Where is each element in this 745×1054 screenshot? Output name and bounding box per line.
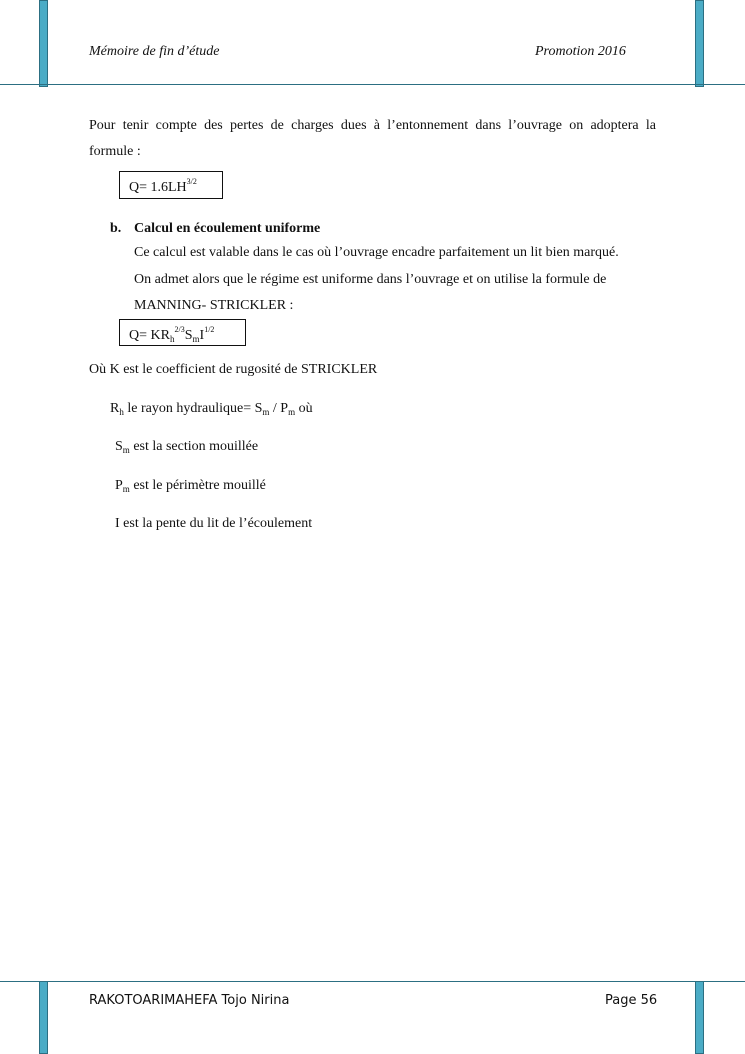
definition-pm: $P_m$ est le périmètre mouillé [115, 478, 266, 494]
formula-2: $Q= KR_h^{2/3}S_mI^{1/2}$ [129, 325, 215, 344]
definition-i: I est la pente du lit de l’écoulement [115, 516, 313, 531]
definition-k: Où K est le coefficient de rugosité de STRICKLER [89, 362, 378, 377]
section-b-title: Calcul en écoulement uniforme [134, 221, 321, 236]
section-b-line-2: On admet alors que le régime est uniforme dans l’ouvrage et on utilise la formule de [134, 272, 607, 287]
header-promotion: Promotion 2016 [535, 44, 626, 59]
definition-sm: $S_m$ est la section mouillée [115, 439, 259, 455]
intro-line-2: formule : [89, 144, 141, 159]
footer-page-number: Page 56 [605, 993, 658, 1008]
header-rule [0, 84, 745, 85]
definition-rh: $R_h$ le rayon hydraulique= $S_m / P_m$ où [110, 401, 313, 417]
header-title: Mémoire de fin d’étude [89, 44, 220, 59]
formula-box-1 [119, 171, 223, 199]
formula-1 [129, 177, 197, 196]
formula-1-base: Q= 1.6LH [129, 180, 187, 195]
section-b-line-1: Ce calcul est valable dans le cas où l’ouvrage encadre parfaitement un lit bien marqué. [134, 245, 619, 260]
footer-left-bar [39, 981, 48, 1054]
header-right-bar [695, 0, 704, 87]
footer-rule [0, 981, 745, 982]
footer-right-bar [695, 981, 704, 1054]
formula-box-2 [119, 319, 246, 346]
section-b-line-3: MANNING- STRICKLER : [134, 298, 294, 313]
header-left-bar [39, 0, 48, 87]
section-b-marker: b. [110, 221, 122, 236]
intro-line-1: Pour tenir compte des pertes de charges dues à l’entonnement dans l’ouvrage on adoptera la [89, 118, 656, 133]
footer-author: RAKOTOARIMAHEFA Tojo Nirina [89, 993, 290, 1008]
formula-1-exponent: 3/2 [186, 177, 197, 186]
